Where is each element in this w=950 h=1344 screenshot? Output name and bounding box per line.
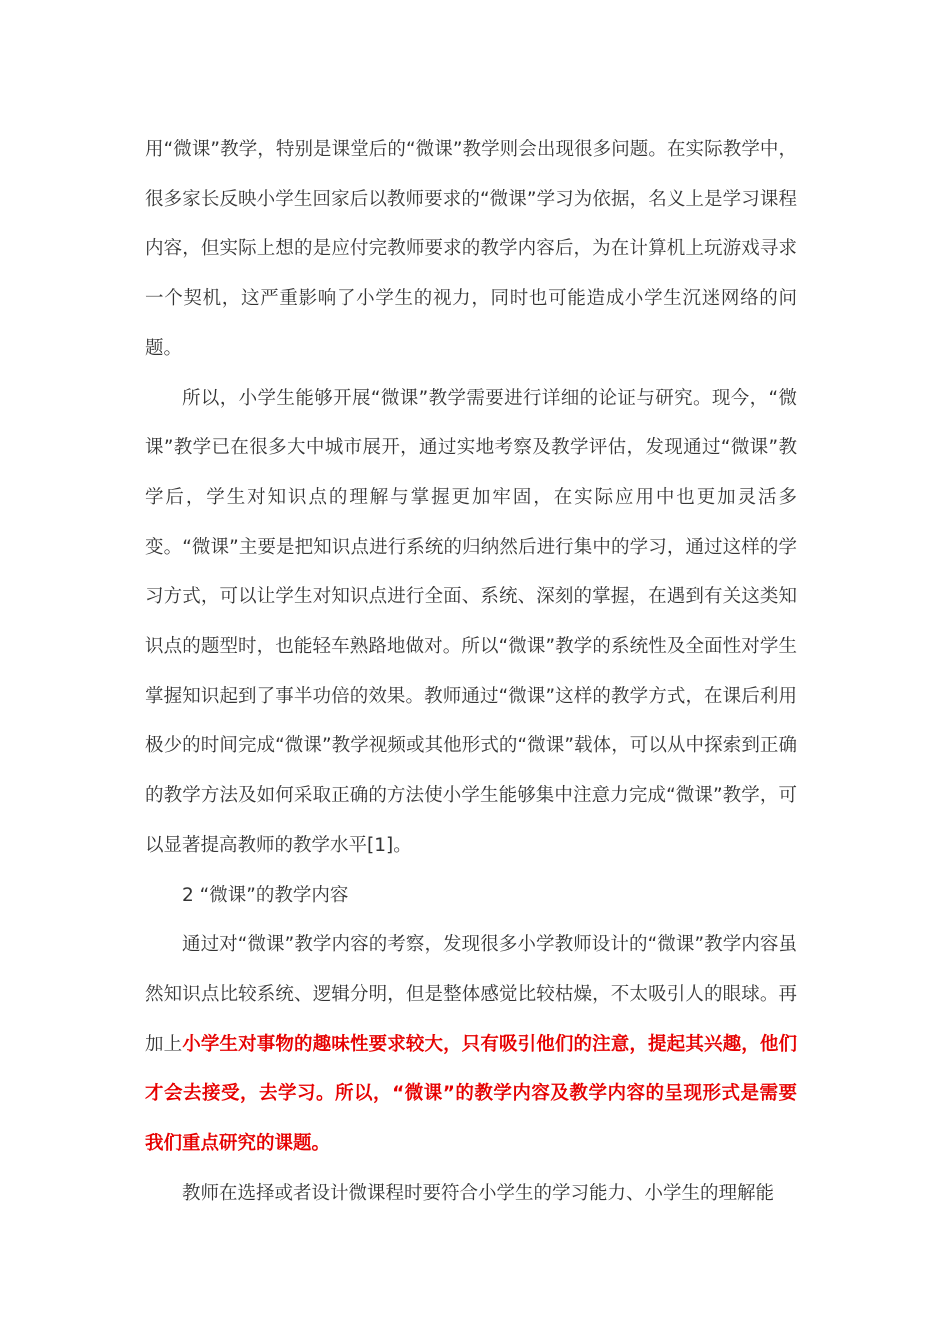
paragraph-3	[145, 920, 797, 1169]
body-text	[145, 125, 797, 1218]
paragraph-3-plain: 通过对“微课”教学内容的考察，发现很多小学教师设计的“微课”教学内容虽然知识点比较系统、逻辑分明，但是整体感觉比较枯燥，不太吸引人的眼球。再加上	[145, 934, 797, 1055]
paragraph-1: 用“微课”教学，特别是课堂后的“微课”教学则会出现很多问题。在实际教学中，很多家长反映小学生回家后以教师要求的“微课”学习为依据，名义上是学习课程内容，但实际上想的是应付完教师要求的教学内容后，为在计算机上玩游戏寻求一个契机，这严重影响了小学生的视力，同时也可能造成小学生沉迷网络的问题。	[145, 139, 797, 359]
paragraph-4: 教师在选择或者设计微课程时要符合小学生的学习能力、小学生的理解能	[182, 1182, 775, 1204]
highlighted-text: 小学生对事物的趣味性要求较大，只有吸引他们的注意，提起其兴趣，他们才会去接受，去学习。所以，“微课”的教学内容及教学内容的呈现形式是需要我们重点研究的课题。	[145, 1033, 797, 1155]
section-heading: 2 “微课”的教学内容	[182, 884, 349, 906]
paragraph-2: 所以，小学生能够开展“微课”教学需要进行详细的论证与研究。现今，“微课”教学已在很多大中城市展开，通过实地考察及教学评估，发现通过“微课”教学后，学生对知识点的理解与掌握更加牢固，在实际应用中也更加灵活多变。“微课”主要是把知识点进行系统的归纳然后进行集中的学习，通过这样的学习方式，可以让学生对知识点进行全面、系统、深刻的掌握，在遇到有关这类知识点的题型时，也能轻车熟路地做对。所以“微课”教学的系统性及全面性对学生掌握知识起到了事半功倍的效果。教师通过“微课”这样的教学方式，在课后利用极少的时间完成“微课”教学视频或其他形式的“微课”载体，可以从中探索到正确的教学方法及如何采取正确的方法使小学生能够集中注意力完成“微课”教学，可以显著提高教师的教学水平[1]。	[145, 387, 797, 856]
